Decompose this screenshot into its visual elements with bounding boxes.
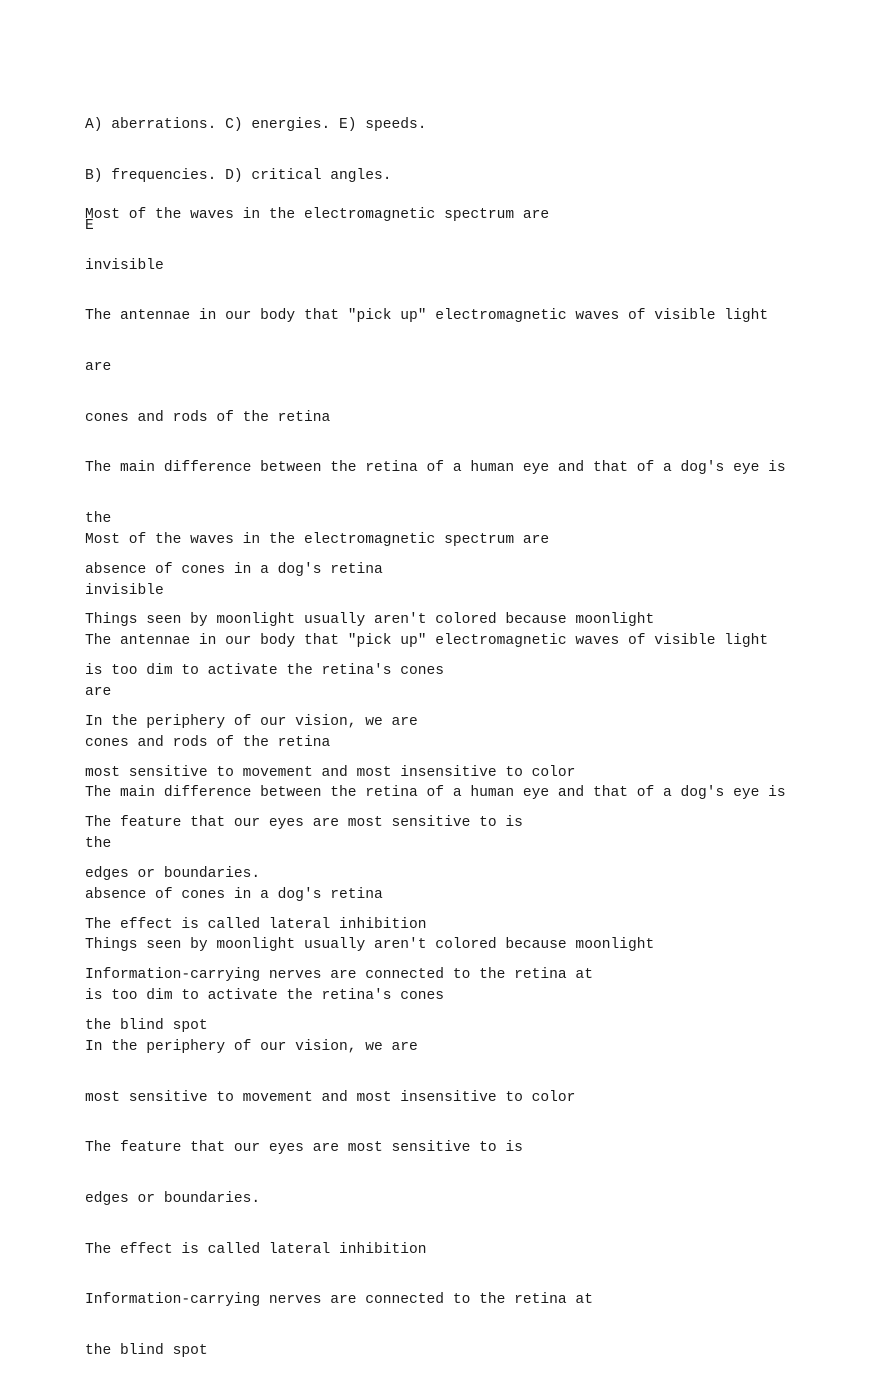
note-line: invisible [85, 257, 164, 274]
note-line: absence of cones in a dog's retina [85, 561, 383, 578]
note-line: invisible [85, 582, 164, 599]
note-line: Things seen by moonlight usually aren't colored because moonlight [85, 612, 655, 629]
note-line: most sensitive to movement and most insensitive to color [85, 764, 576, 781]
note-line: the blind spot [85, 1018, 208, 1035]
note-line: The feature that our eyes are most sensitive to is [85, 815, 523, 832]
note-line: Information-carrying nerves are connected to the retina at [85, 1292, 593, 1309]
note-line: the [85, 511, 112, 528]
note-line: Things seen by moonlight usually aren't colored because moonlight [85, 937, 655, 954]
note-line: Information-carrying nerves are connected to the retina at [85, 967, 593, 984]
note-line: are [85, 683, 112, 700]
note-line: cones and rods of the retina [85, 734, 331, 751]
note-line: cones and rods of the retina [85, 409, 331, 426]
note-line: most sensitive to movement and most insensitive to color [85, 1089, 576, 1106]
note-line: is too dim to activate the retina's cones [85, 988, 445, 1005]
note-line: The main difference between the retina of a human eye and that of a dog's eye is [85, 785, 786, 802]
note-line: is too dim to activate the retina's cones [85, 663, 445, 680]
note-line: Most of the waves in the electromagnetic spectrum are [85, 206, 550, 223]
note-line: are [85, 358, 112, 375]
note-line: the [85, 836, 112, 853]
note-line: The main difference between the retina of a human eye and that of a dog's eye is [85, 460, 786, 477]
note-line: The antennae in our body that "pick up" electromagnetic waves of visible light [85, 308, 769, 325]
note-line: the blind spot [85, 1343, 208, 1360]
answer-line: E [85, 218, 94, 235]
note-line: Most of the waves in the electromagnetic spectrum are [85, 531, 550, 548]
note-line: edges or boundaries. [85, 1190, 261, 1207]
note-line: The effect is called lateral inhibition [85, 1241, 427, 1258]
note-line: edges or boundaries. [85, 865, 261, 882]
notes-block-2 [85, 498, 786, 1394]
note-line: The feature that our eyes are most sensitive to is [85, 1140, 523, 1157]
note-line: In the periphery of our vision, we are [85, 713, 418, 730]
note-line: absence of cones in a dog's retina [85, 886, 383, 903]
note-line: In the periphery of our vision, we are [85, 1038, 418, 1055]
options-line: A) aberrations. C) energies. E) speeds. [85, 116, 427, 133]
note-line: The effect is called lateral inhibition [85, 916, 427, 933]
note-line: The antennae in our body that "pick up" electromagnetic waves of visible light [85, 633, 769, 650]
options-line: B) frequencies. D) critical angles. [85, 167, 392, 184]
